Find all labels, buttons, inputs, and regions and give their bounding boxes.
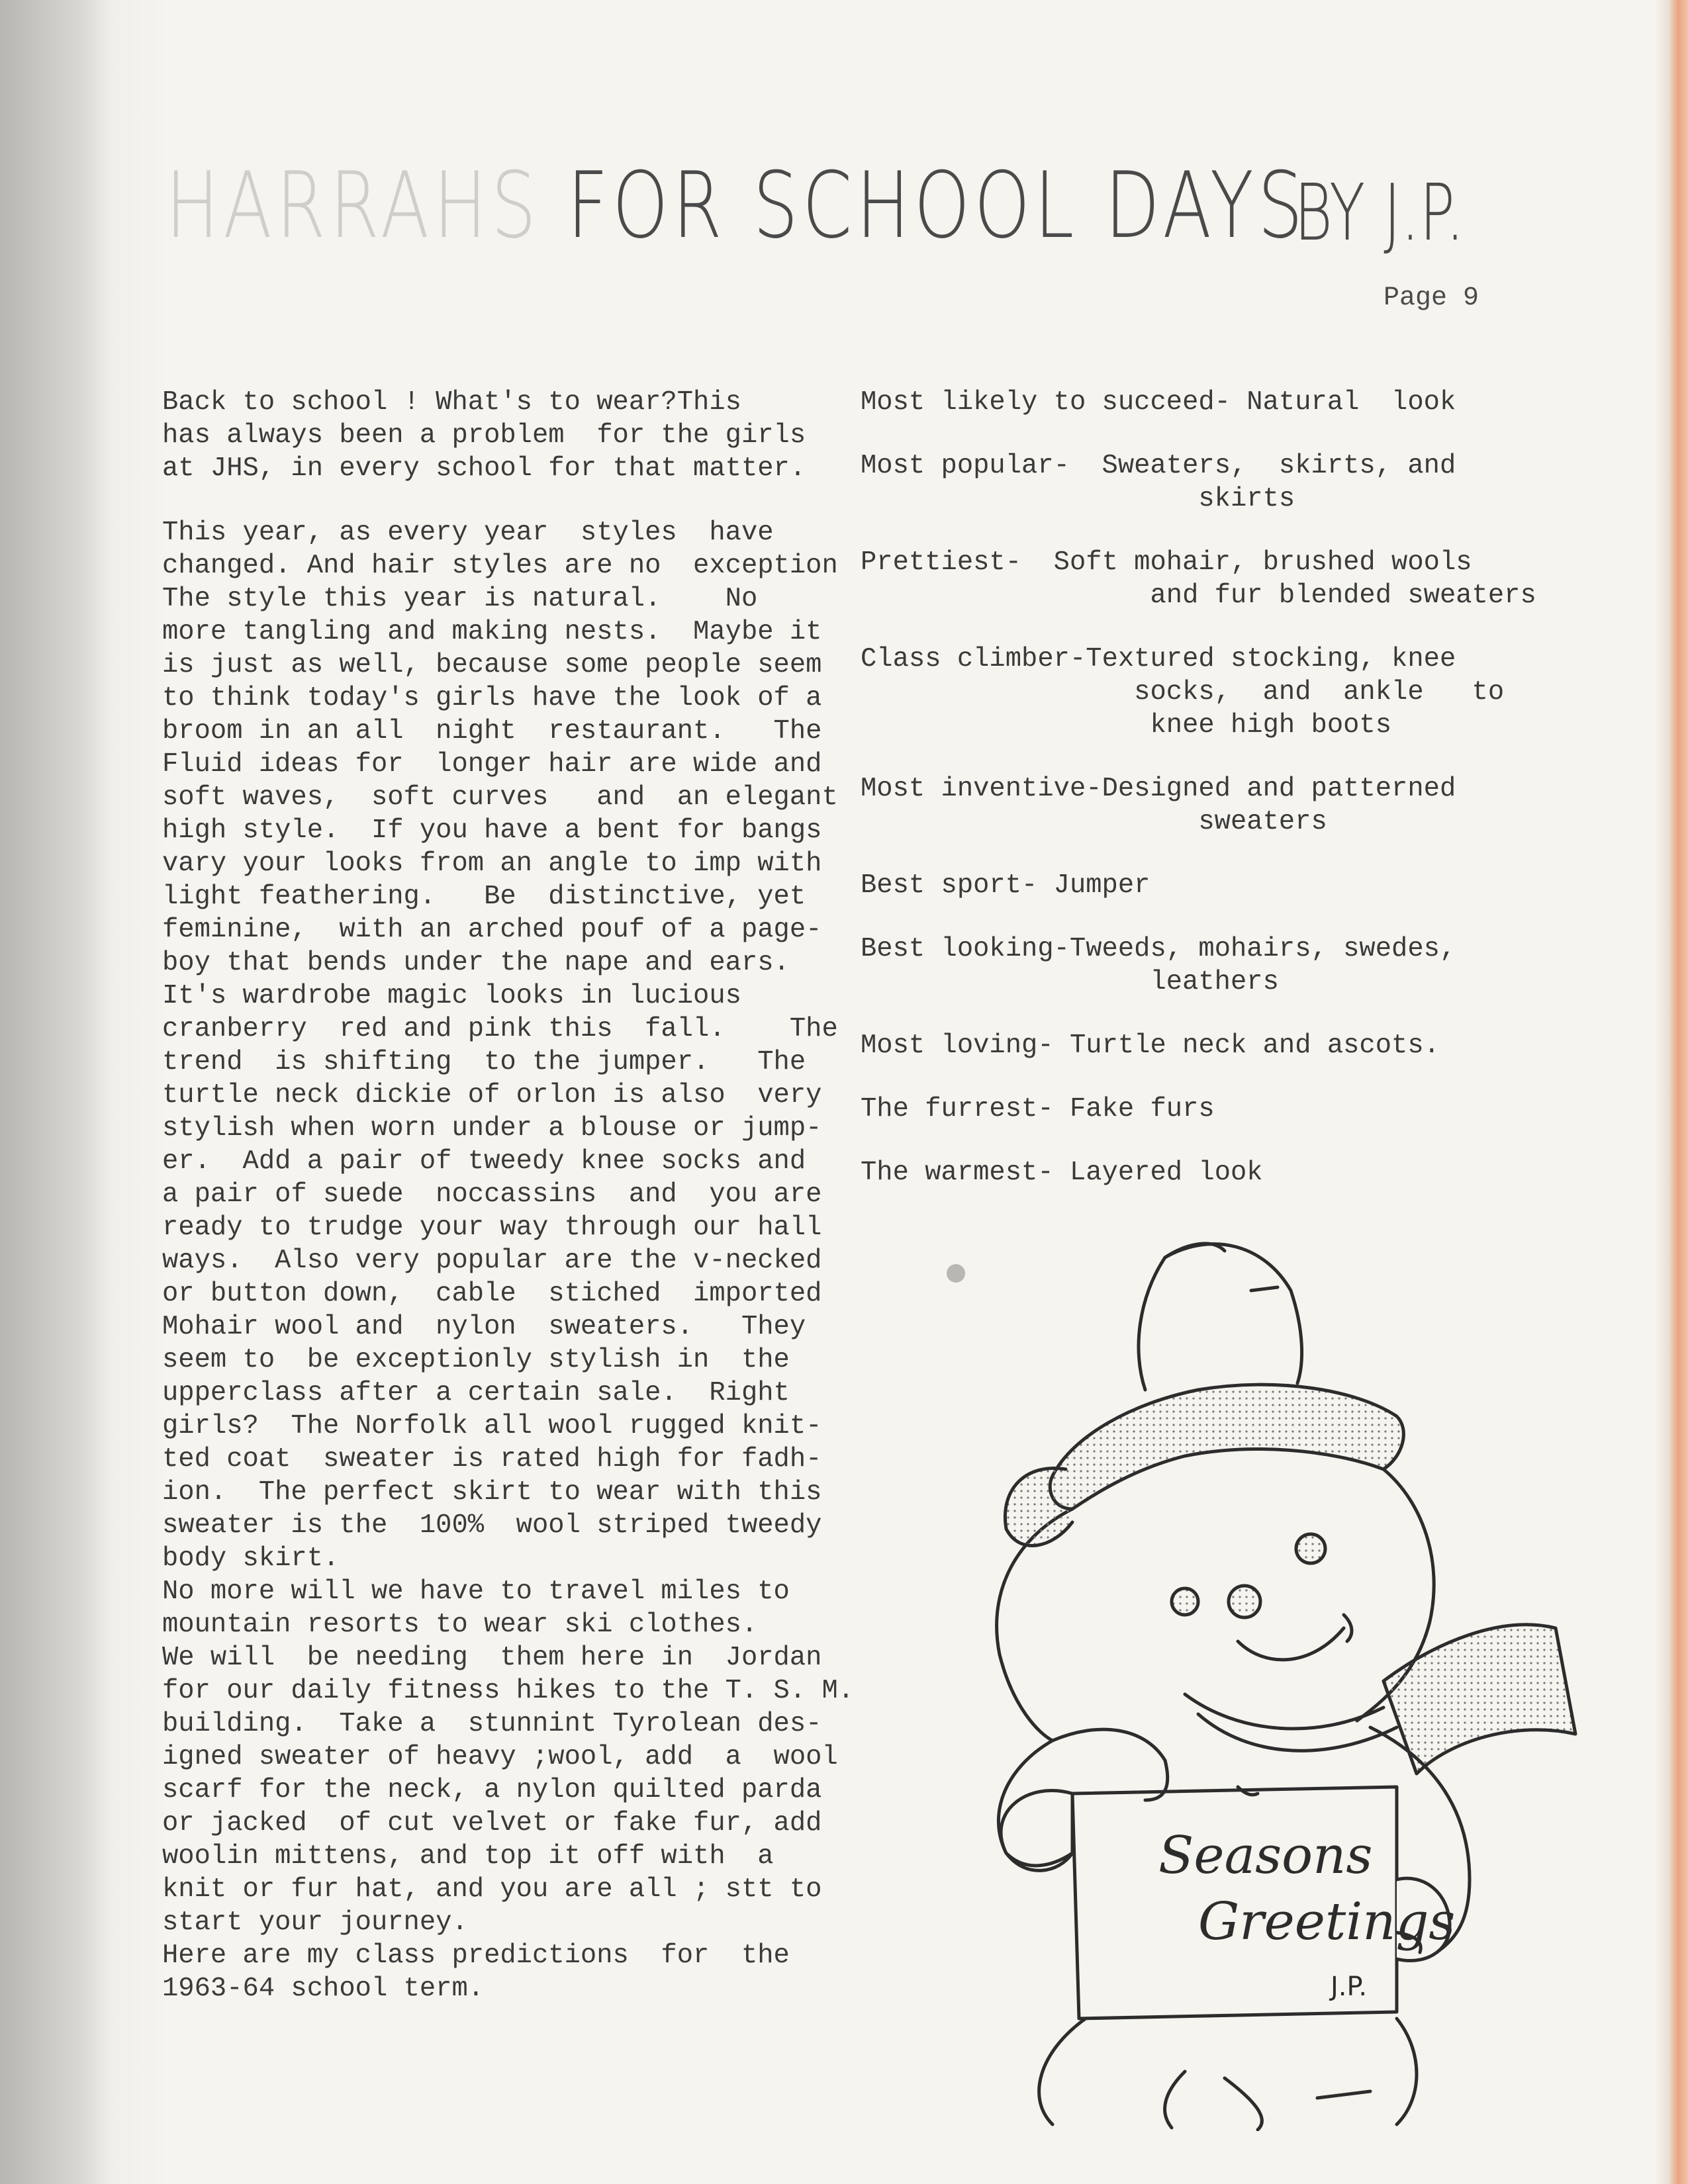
article-line: vary your looks from an angle to imp with bbox=[162, 848, 822, 879]
prediction-item bbox=[861, 1093, 1523, 1126]
article-line: body skirt. bbox=[162, 1543, 340, 1574]
prediction-item bbox=[861, 546, 1536, 612]
prediction-item bbox=[861, 386, 1523, 419]
prediction-item bbox=[861, 772, 1523, 839]
article-line: cranberry red and pink this fall. The bbox=[162, 1014, 838, 1044]
prediction-value: Turtle neck and ascots. bbox=[1053, 1030, 1440, 1061]
article-line: more tangling and making nests. Maybe it bbox=[162, 617, 822, 647]
prediction-label: Class climber- bbox=[861, 644, 1086, 674]
prediction-value: Tweeds, mohairs, swedes, bbox=[1069, 934, 1456, 964]
article-line: igned sweater of heavy ;wool, add a wool bbox=[162, 1742, 838, 1772]
prediction-continuation: socks, and ankle to bbox=[861, 677, 1505, 707]
article-line: soft waves, soft curves and an elegant bbox=[162, 782, 838, 813]
article-line: mountain resorts to wear ski clothes. bbox=[162, 1610, 758, 1640]
article-line: seem to be exceptionly stylish in the bbox=[162, 1345, 790, 1375]
prediction-label: The warmest- bbox=[861, 1158, 1054, 1188]
article-line: boy that bends under the nape and ears. bbox=[162, 948, 790, 978]
page-number: Page 9 bbox=[1383, 283, 1479, 313]
page-title bbox=[165, 152, 1307, 259]
prediction-value: Designed and patterned bbox=[1102, 774, 1456, 804]
prediction-continuation: knee high boots bbox=[861, 710, 1392, 741]
prediction-item bbox=[861, 643, 1523, 742]
author-byline: BY J.P. bbox=[1294, 167, 1465, 258]
article-line: sweater is the 100% wool striped tweedy bbox=[162, 1510, 822, 1541]
article-line: for our daily fitness hikes to the T. S. M. bbox=[162, 1676, 855, 1706]
prediction-label: Best looking- bbox=[861, 934, 1070, 964]
prediction-value: Textured stocking, knee bbox=[1086, 644, 1456, 674]
page-title-main-part: FOR SCHOOL DAYS bbox=[540, 152, 1307, 259]
prediction-item bbox=[861, 449, 1523, 516]
prediction-label: The furrest- bbox=[861, 1094, 1054, 1124]
snowman-illustration bbox=[854, 1218, 1648, 2131]
article-line: Here are my class predictions for the bbox=[162, 1940, 790, 1971]
prediction-label: Prettiest- bbox=[861, 547, 1022, 578]
article-line: to think today's girls have the look of a bbox=[162, 683, 822, 713]
prediction-value: Layered look bbox=[1053, 1158, 1263, 1188]
article-line: upperclass after a certain sale. Right bbox=[162, 1378, 790, 1408]
article-line: Back to school ! What's to wear?This bbox=[162, 387, 741, 418]
prediction-item bbox=[861, 1156, 1523, 1189]
article-line: Fluid ideas for longer hair are wide and bbox=[162, 749, 822, 780]
sign-text-greetings: Greetings bbox=[1198, 1892, 1456, 1952]
article-line: This year, as every year styles have bbox=[162, 518, 774, 548]
prediction-continuation: skirts bbox=[861, 484, 1295, 514]
article-line: woolin mittens, and top it off with a bbox=[162, 1841, 774, 1872]
article-line: 1963-64 school term. bbox=[162, 1974, 485, 2004]
article-line: is just as well, because some people seem bbox=[162, 650, 822, 680]
article-line: ion. The perfect skirt to wear with this bbox=[162, 1477, 822, 1508]
article-line: ted coat sweater is rated high for fadh- bbox=[162, 1444, 822, 1475]
article-paragraph bbox=[162, 386, 844, 485]
prediction-value: Soft mohair, brushed wools bbox=[1021, 547, 1472, 578]
prediction-label: Most inventive- bbox=[861, 774, 1102, 804]
article-line: er. Add a pair of tweedy knee socks and bbox=[162, 1146, 806, 1177]
article-paragraph bbox=[162, 516, 855, 2005]
article-line: high style. If you have a bent for bangs bbox=[162, 815, 822, 846]
prediction-continuation: leathers bbox=[861, 967, 1279, 997]
article-line: broom in an all night restaurant. The bbox=[162, 716, 822, 747]
article-line: start your journey. bbox=[162, 1907, 468, 1938]
prediction-label: Most likely to succeed- bbox=[861, 387, 1231, 418]
article-line: scarf for the neck, a nylon quilted parda bbox=[162, 1775, 822, 1805]
article-line: turtle neck dickie of orlon is also very bbox=[162, 1080, 822, 1111]
prediction-value: Fake furs bbox=[1053, 1094, 1215, 1124]
page-title-faded-part: HARRAHS bbox=[165, 152, 541, 259]
prediction-item bbox=[861, 869, 1523, 902]
hat-crown bbox=[1139, 1244, 1302, 1390]
article-line: ready to trudge your way through our hall bbox=[162, 1212, 822, 1243]
article-line: No more will we have to travel miles to bbox=[162, 1576, 790, 1607]
article-line: stylish when worn under a blouse or jump- bbox=[162, 1113, 822, 1144]
prediction-label: Best sport- bbox=[861, 870, 1038, 901]
article-line: We will be needing them here in Jordan bbox=[162, 1643, 822, 1673]
article-line: It's wardrobe magic looks in lucious bbox=[162, 981, 741, 1011]
prediction-item bbox=[861, 1029, 1523, 1062]
prediction-continuation: sweaters bbox=[861, 807, 1327, 837]
article-line: changed. And hair styles are no exception bbox=[162, 551, 838, 581]
article-line: knit or fur hat, and you are all ; stt to bbox=[162, 1874, 822, 1905]
article-line: at JHS, in every school for that matter. bbox=[162, 453, 806, 484]
prediction-item bbox=[861, 933, 1523, 999]
article-line: girls? The Norfolk all wool rugged knit- bbox=[162, 1411, 822, 1441]
prediction-value: Sweaters, skirts, and bbox=[1069, 451, 1456, 481]
article-line: a pair of suede noccassins and you are bbox=[162, 1179, 822, 1210]
predictions-column bbox=[861, 386, 1536, 1220]
prediction-label: Most loving- bbox=[861, 1030, 1054, 1061]
hat-brim bbox=[1050, 1385, 1403, 1509]
prediction-label: Most popular- bbox=[861, 451, 1070, 481]
prediction-value: Natural look bbox=[1231, 387, 1456, 418]
prediction-continuation: and fur blended sweaters bbox=[861, 580, 1536, 611]
article-line: or jacked of cut velvet or fake fur, add bbox=[162, 1808, 822, 1839]
article-line: Mohair wool and nylon sweaters. They bbox=[162, 1312, 806, 1342]
article-line: feminine, with an arched pouf of a page- bbox=[162, 915, 822, 945]
article-column bbox=[162, 386, 855, 2036]
sign-initials: J.P. bbox=[1331, 1972, 1368, 2002]
article-line: ways. Also very popular are the v-necked bbox=[162, 1246, 822, 1276]
sign-text-seasons: Seasons bbox=[1158, 1826, 1373, 1886]
prediction-value: Jumper bbox=[1037, 870, 1150, 901]
article-line: The style this year is natural. No bbox=[162, 584, 758, 614]
article-line: light feathering. Be distinctive, yet bbox=[162, 882, 806, 912]
article-line: building. Take a stunnint Tyrolean des- bbox=[162, 1709, 822, 1739]
article-line: or button down, cable stiched imported bbox=[162, 1279, 822, 1309]
article-line: has always been a problem for the girls bbox=[162, 420, 806, 451]
scarf-tail bbox=[1383, 1625, 1575, 1774]
article-line: trend is shifting to the jumper. The bbox=[162, 1047, 806, 1077]
